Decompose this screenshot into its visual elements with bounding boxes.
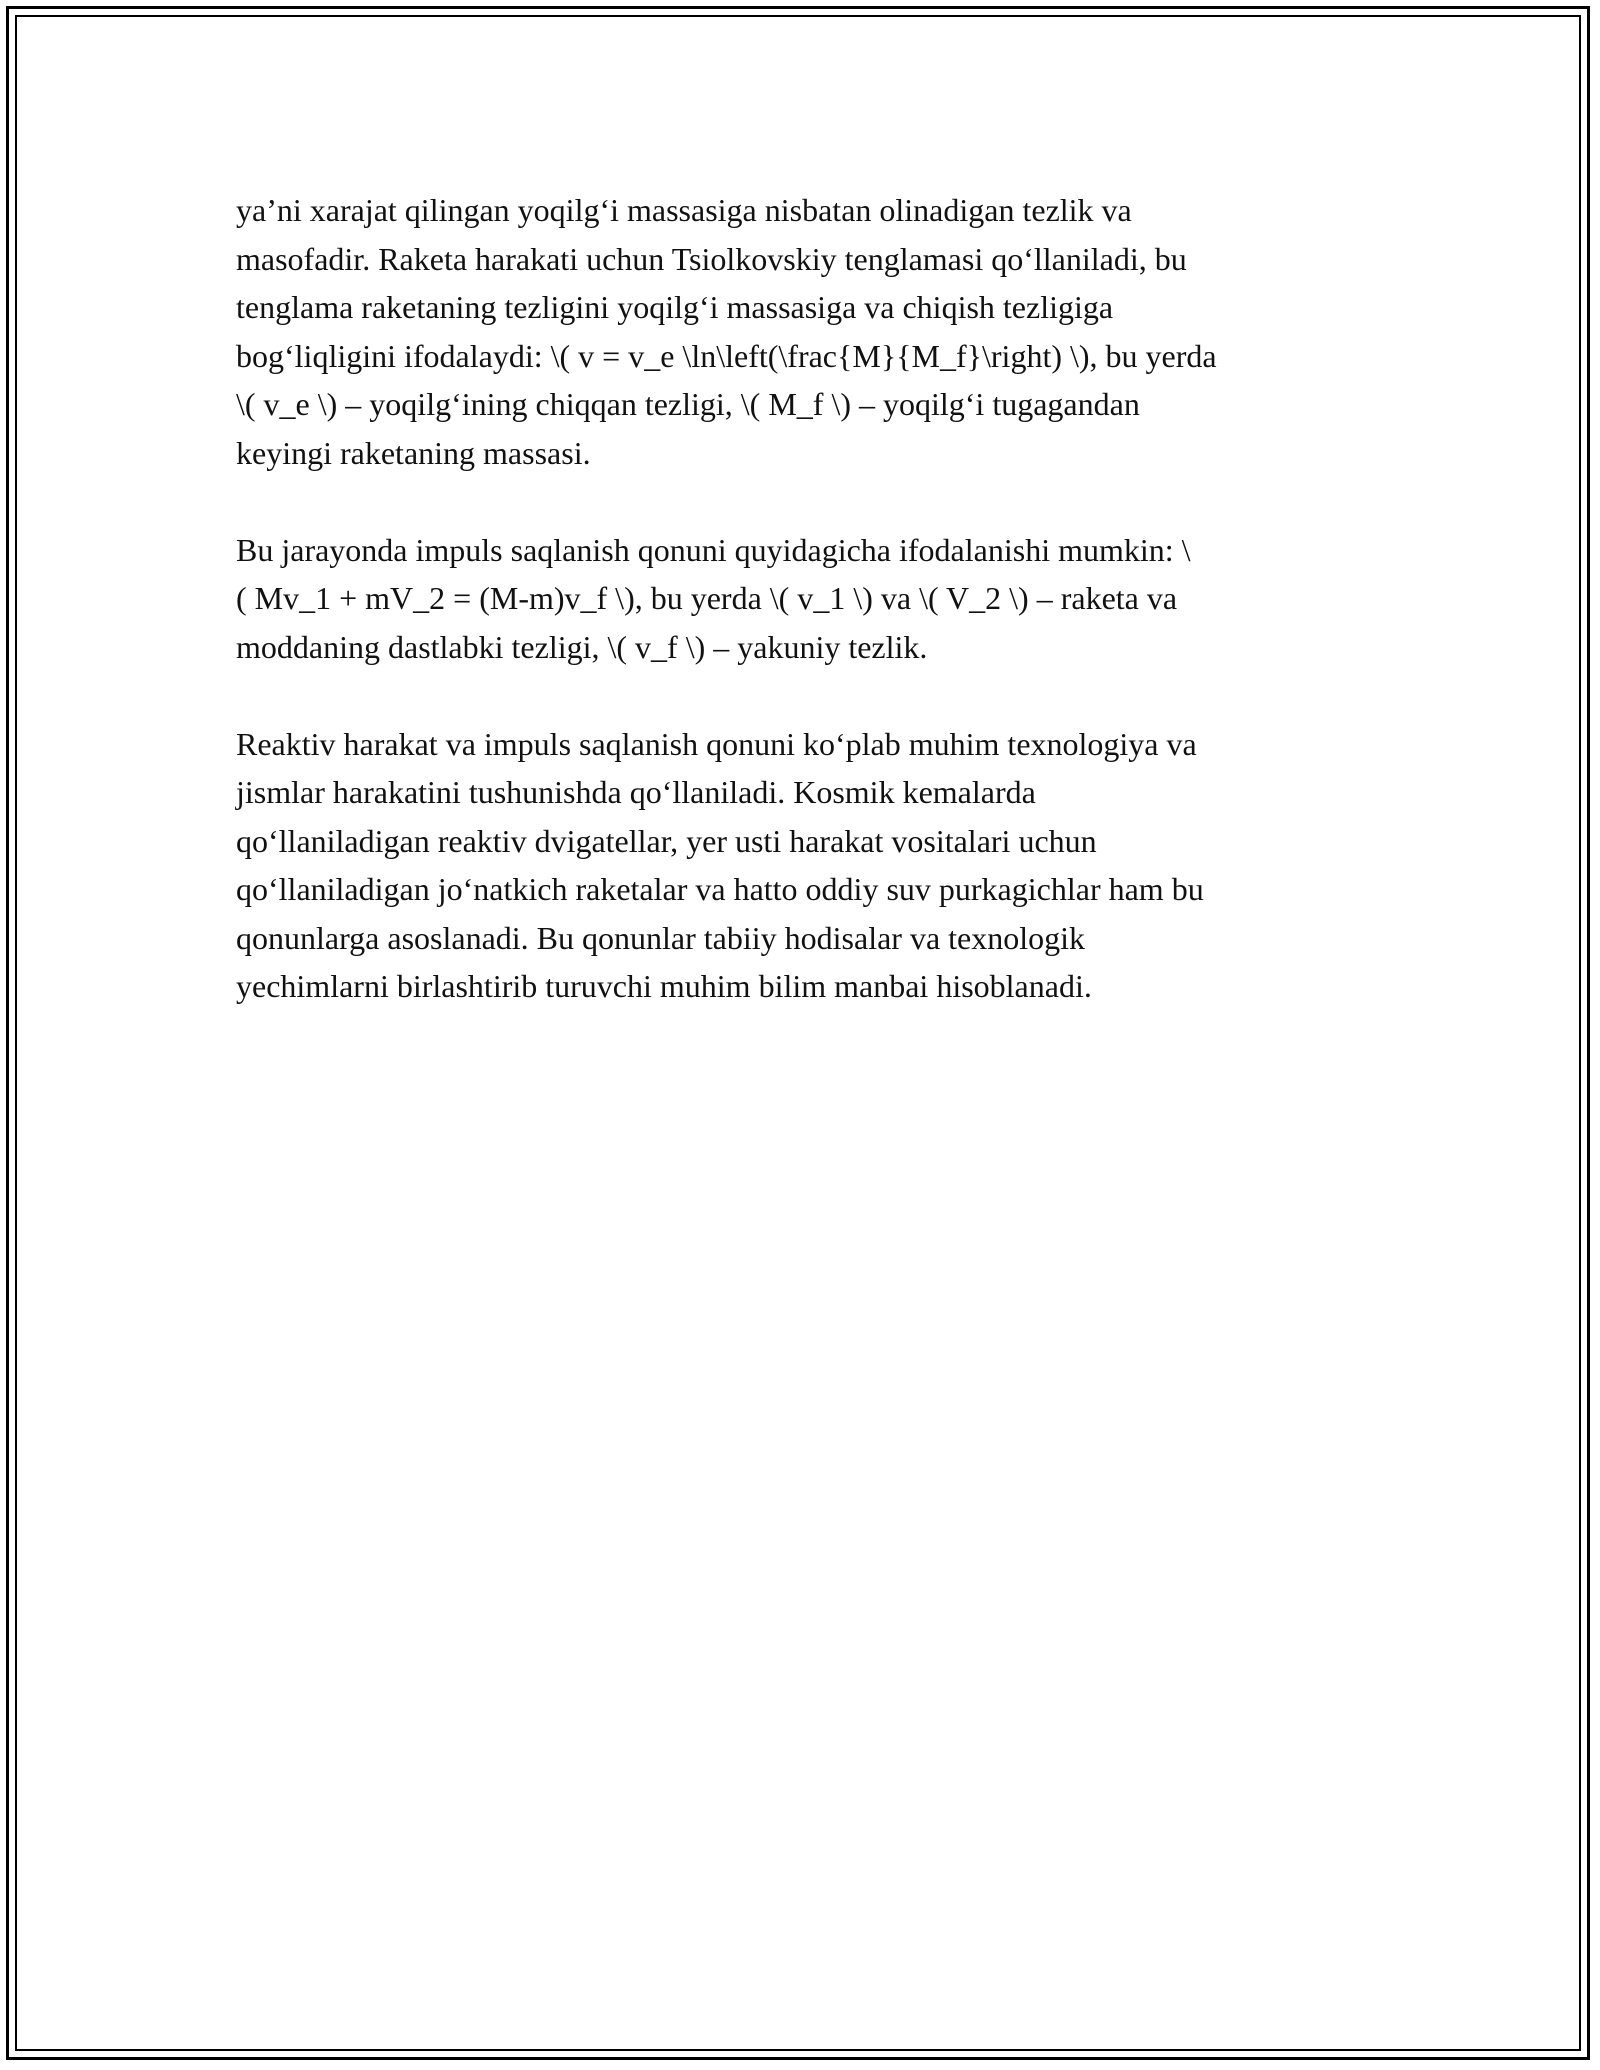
text-line: keyingi raketaning massasi.	[236, 434, 591, 471]
document-body	[236, 186, 1376, 1059]
paragraph-applications	[236, 720, 1376, 1011]
text-line: \( v_e \) – yoqilg‘ining chiqqan tezligi, \( M_f \) – yoqilg‘i tugagandan	[236, 386, 1140, 422]
text-line: qonunlarga asoslanadi. Bu qonunlar tabiiy hodisalar va texnologik	[236, 919, 1086, 956]
paragraph-rocket-equation	[236, 186, 1376, 477]
text-line: qo‘llaniladigan jo‘natkich raketalar va hatto oddiy suv purkagichlar ham bu	[236, 871, 1204, 907]
text-line: tenglama raketaning tezligini yoqilg‘i massasiga va chiqish tezligiga	[236, 289, 1114, 325]
text-line: bog‘liqligini ifodalaydi: \( v = v_e \ln\left(\frac{M}{M_f}\right) \), bu yerda	[236, 337, 1217, 374]
text-line: Reaktiv harakat va impuls saqlanish qonuni ko‘plab muhim texnologiya va	[236, 725, 1197, 762]
text-line: ya’ni xarajat qilingan yoqilg‘i massasiga nisbatan olinadigan tezlik va	[236, 192, 1132, 228]
text-line: qo‘llaniladigan reaktiv dvigatellar, yer usti harakat vositalari uchun	[236, 822, 1097, 859]
text-line: ( Mv_1 + mV_2 = (M-m)v_f \), bu yerda \( v_1 \) va \( V_2 \) – raketa va	[236, 580, 1178, 616]
text-line: masofadir. Raketa harakati uchun Tsiolkovskiy tenglamasi qo‘llaniladi, bu	[236, 240, 1187, 277]
text-line: Bu jarayonda impuls saqlanish qonuni quyidagicha ifodalanishi mumkin: \	[236, 531, 1191, 568]
text-line: yechimlarni birlashtirib turuvchi muhim bilim manbai hisoblanadi.	[236, 968, 1092, 1004]
text-line: moddaning dastlabki tezligi, \( v_f \) – yakuniy tezlik.	[236, 628, 928, 665]
paragraph-momentum-conservation	[236, 526, 1376, 672]
text-line: jismlar harakatini tushunishda qo‘llaniladi. Kosmik kemalarda	[236, 774, 1036, 810]
